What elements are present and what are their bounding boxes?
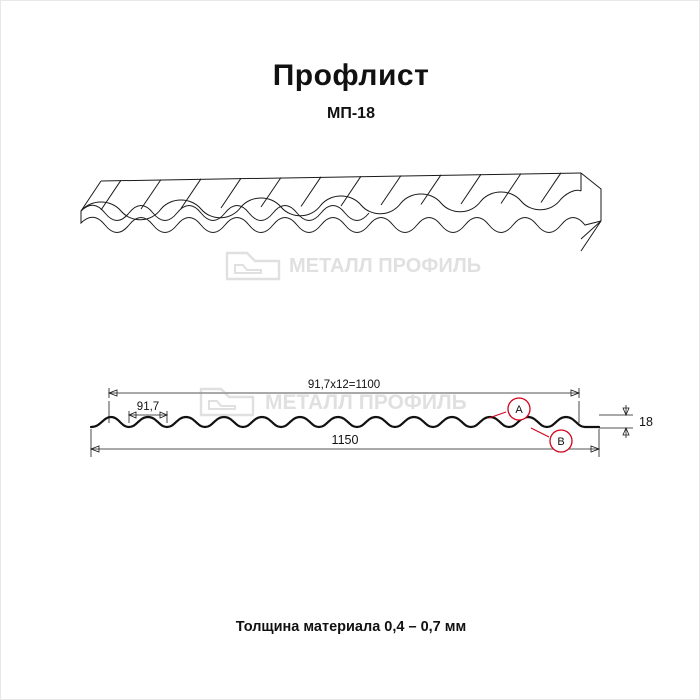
page-title: Профлист [272,59,430,92]
dim-overall-bottom: 1150 [331,433,359,447]
svg-text:МЕТАЛЛ ПРОФИЛЬ: МЕТАЛЛ ПРОФИЛЬ [265,391,467,414]
dim-pitch: 91,7 [136,401,160,413]
product-code: МП-18 [327,105,375,122]
isometric-view [61,151,641,291]
svg-text:МЕТАЛЛ ПРОФИЛЬ: МЕТАЛЛ ПРОФИЛЬ [289,255,482,277]
callout-a-label: A [515,404,523,416]
section-view [81,371,651,481]
callout-b-label: B [557,436,565,448]
material-thickness-note: Толщина материала 0,4 – 0,7 мм [235,619,467,635]
dim-height: 18 [639,415,653,429]
dim-overall-top: 91,7x12=1100 [307,379,381,391]
